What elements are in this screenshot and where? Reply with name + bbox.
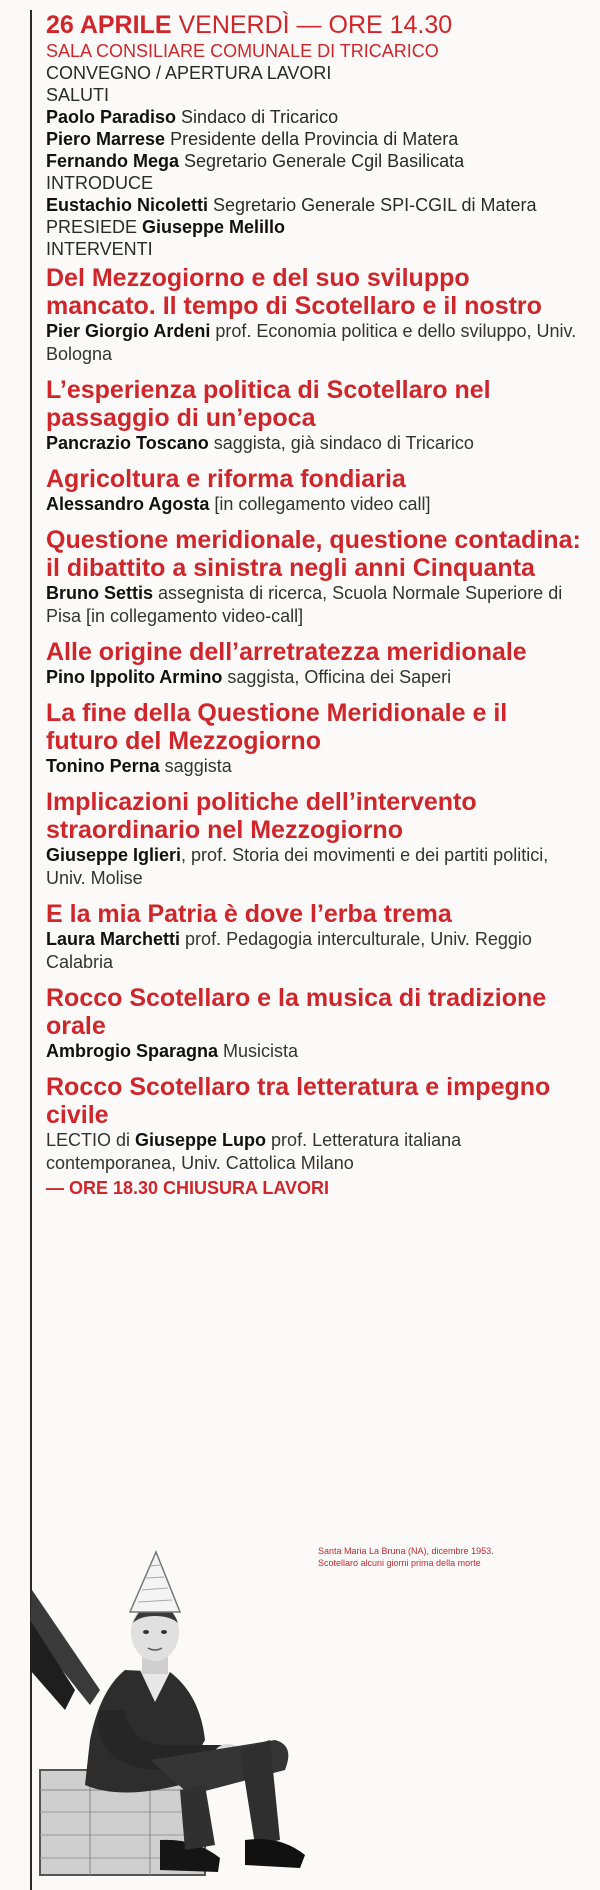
- talk-title: La fine della Questione Meridionale e il futuro del Mezzogiorno: [46, 699, 508, 755]
- talk-title: E la mia Patria è dove l’erba trema: [46, 900, 452, 928]
- talk-speaker: Pancrazio Toscano saggista, già sindaco di Tricarico: [46, 433, 474, 453]
- introducer-line: Eustachio Nicoletti Segretario Generale SPI-CGIL di Matera: [46, 195, 537, 215]
- talk-item: [46, 638, 586, 689]
- photo-caption: Santa Maria La Bruna (NA), dicembre 1953. Scotellaro alcuni giorni prima della morte: [318, 1546, 494, 1568]
- talk-title: L’esperienza politica di Scotellaro nel passaggio di un’epoca: [46, 376, 491, 432]
- talk-title: Del Mezzogiorno e del suo sviluppo mancato. Il tempo di Scotellaro e il nostro: [46, 264, 542, 320]
- talk-item: [46, 465, 586, 516]
- program-content: [46, 12, 586, 1199]
- talk-speaker: LECTIO di Giuseppe Lupo prof. Letteratura italiana contemporanea, Univ. Cattolica Milano: [46, 1130, 462, 1173]
- greeting-line: Piero Marrese Presidente della Provincia di Matera: [46, 129, 459, 149]
- talk-title: Implicazioni politiche dell’intervento straordinario nel Mezzogiorno: [46, 788, 477, 844]
- event-date: 26 APRILE: [46, 11, 172, 39]
- opening-section: [46, 62, 586, 260]
- greeting-line: Fernando Mega Segretario Generale Cgil Basilicata: [46, 151, 465, 171]
- event-datetime: [46, 12, 586, 39]
- talk-item: [46, 264, 586, 366]
- talk-item: [46, 900, 586, 974]
- event-venue: SALA CONSILIARE COMUNALE DI TRICARICO: [46, 41, 439, 61]
- opening-line: SALUTI: [46, 85, 110, 105]
- talk-item: [46, 376, 586, 455]
- talk-speaker: Bruno Settis assegnista di ricerca, Scuola Normale Superiore di Pisa [in collegamento video-call]: [46, 583, 563, 626]
- talk-item: [46, 984, 586, 1063]
- talk-speaker: Laura Marchetti prof. Pedagogia interculturale, Univ. Reggio Calabria: [46, 929, 532, 972]
- talk-item: [46, 699, 586, 778]
- event-time: VENERDÌ — ORE 14.30: [178, 11, 453, 39]
- talk-speaker: Pier Giorgio Ardeni prof. Economia politica e dello sviluppo, Univ. Bologna: [46, 321, 577, 364]
- talk-item: [46, 788, 586, 890]
- talk-speaker: Giuseppe Iglieri, prof. Storia dei movimenti e dei partiti politici, Univ. Molise: [46, 845, 549, 888]
- talk-title: Rocco Scotellaro tra letteratura e impegno civile: [46, 1073, 551, 1129]
- closing-time: — ORE 18.30 CHIUSURA LAVORI: [46, 1178, 330, 1198]
- talk-title: Questione meridionale, questione contadina: il dibattito a sinistra negli anni Cinquanta: [46, 526, 581, 582]
- talk-speaker: Pino Ippolito Armino saggista, Officina dei Saperi: [46, 667, 452, 687]
- talks-list: [46, 264, 586, 1175]
- talk-speaker: Alessandro Agosta [in collegamento video call]: [46, 494, 431, 514]
- talk-item: [46, 526, 586, 628]
- talk-title: Agricoltura e riforma fondiaria: [46, 465, 406, 493]
- talk-title: Rocco Scotellaro e la musica di tradizione orale: [46, 984, 547, 1040]
- greeting-line: Paolo Paradiso Sindaco di Tricarico: [46, 107, 339, 127]
- talk-title: Alle origine dell’arretratezza meridionale: [46, 638, 527, 666]
- opening-line: INTERVENTI: [46, 239, 153, 259]
- opening-line: CONVEGNO / APERTURA LAVORI: [46, 63, 332, 83]
- talk-item: [46, 1073, 586, 1175]
- talk-speaker: Ambrogio Sparagna Musicista: [46, 1041, 299, 1061]
- chair-line: PRESIEDE Giuseppe Melillo: [46, 217, 286, 237]
- talk-speaker: Tonino Perna saggista: [46, 756, 232, 776]
- opening-line: INTRODUCE: [46, 173, 153, 193]
- scotellaro-photo: [30, 1440, 330, 1890]
